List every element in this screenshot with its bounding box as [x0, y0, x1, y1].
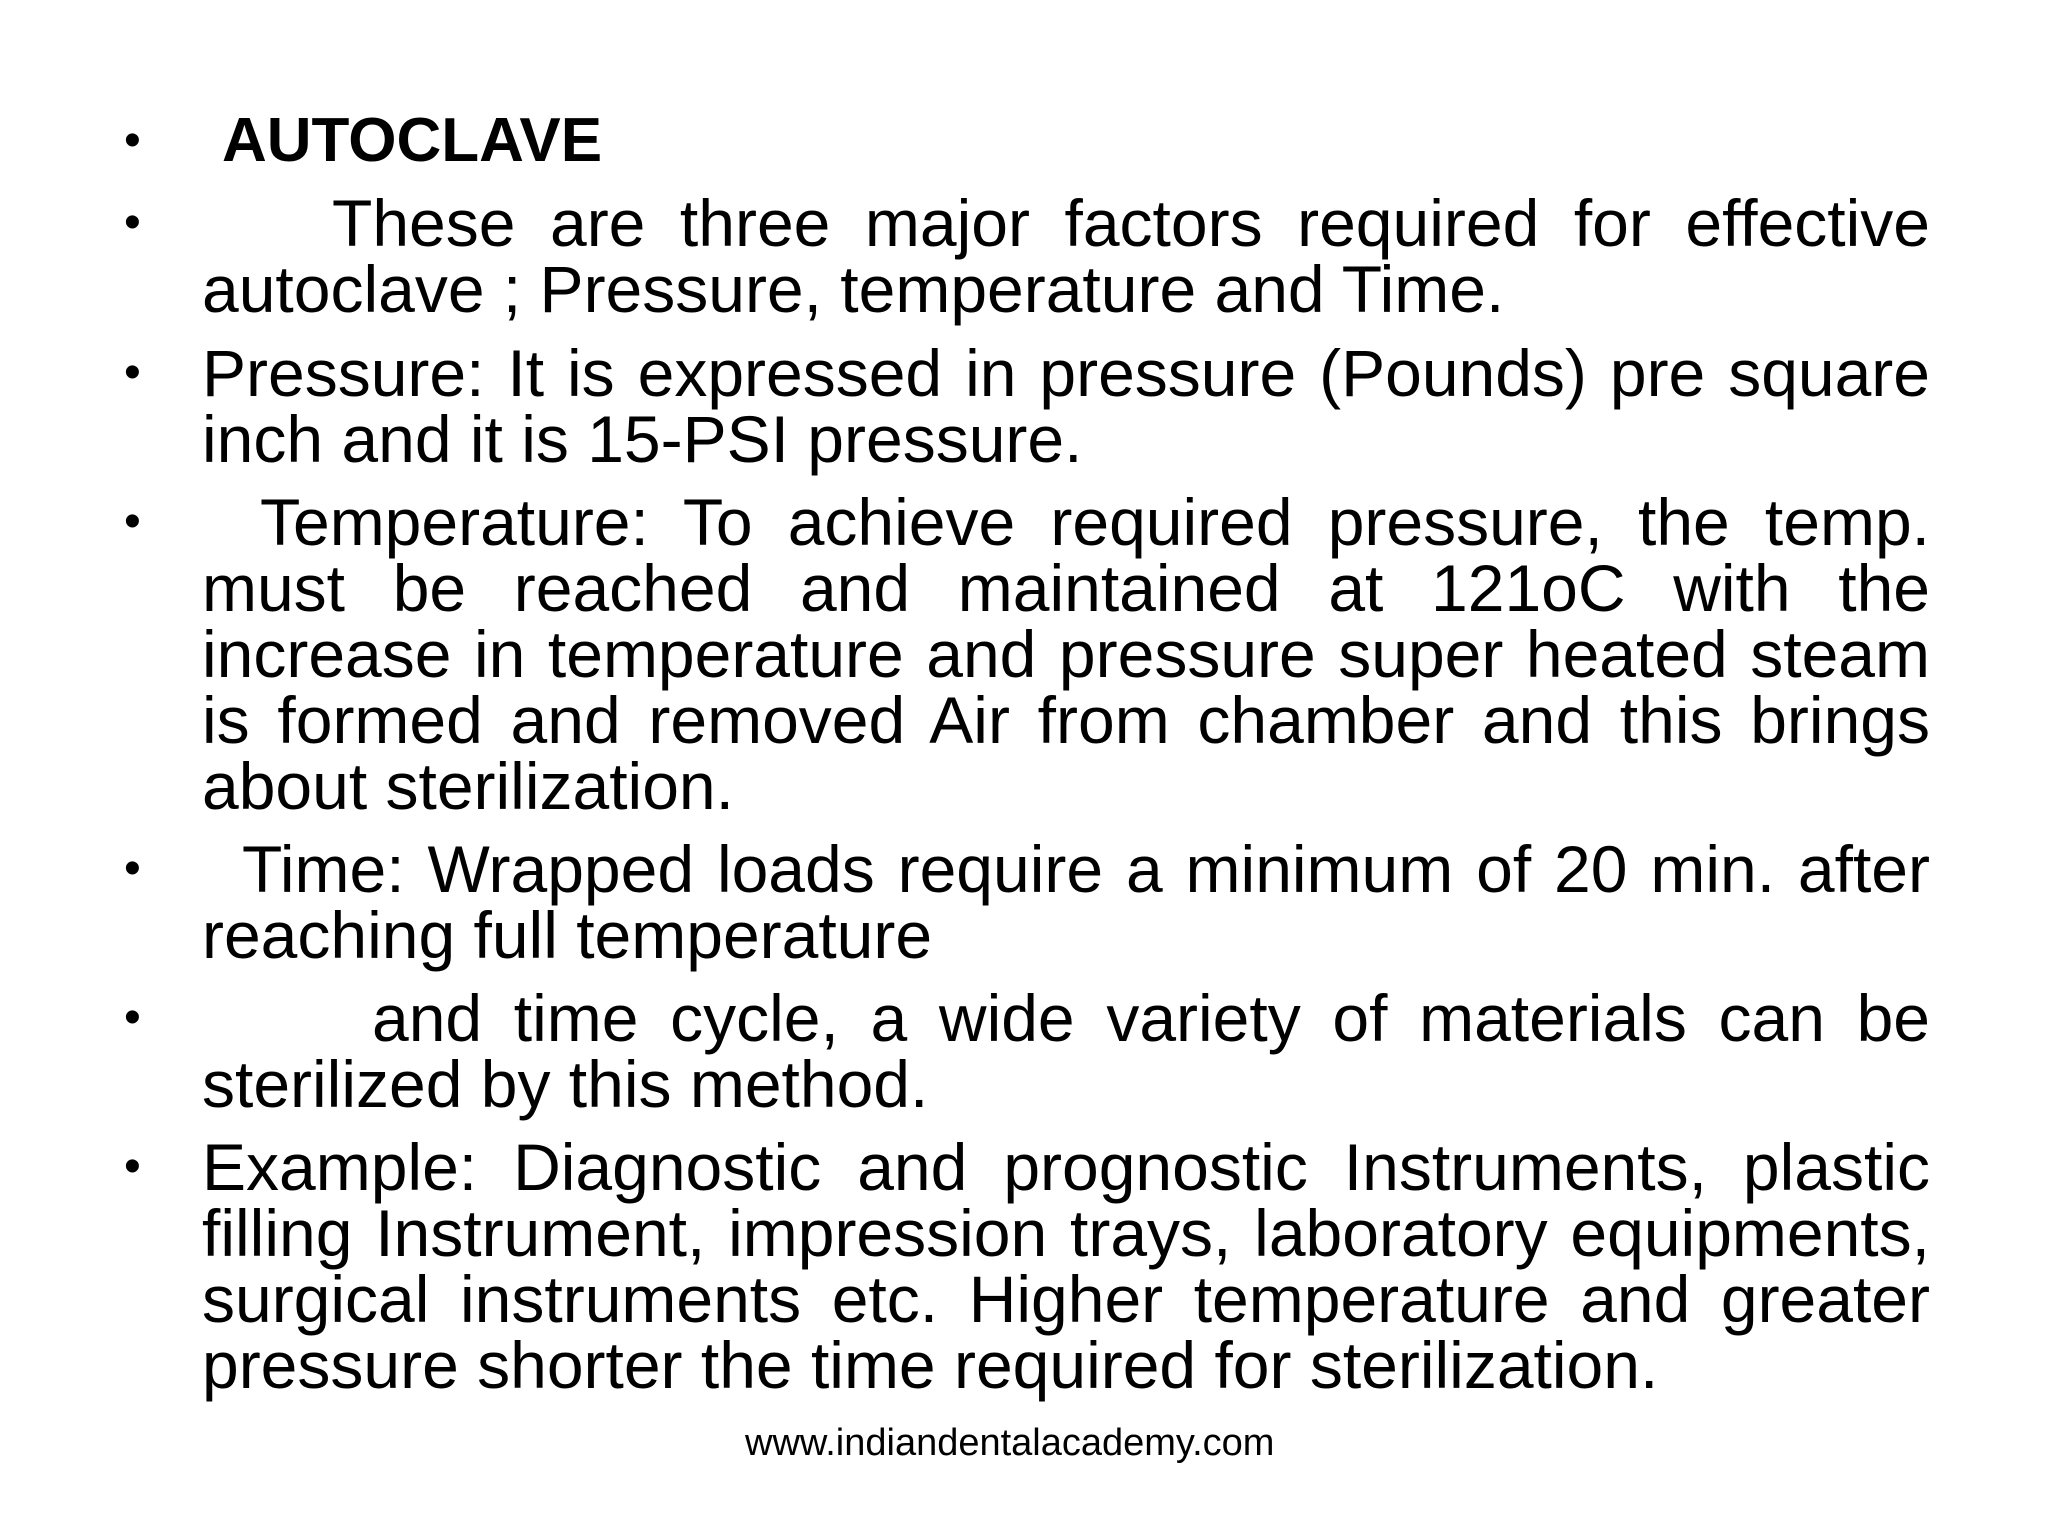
bullet-text: Temperature: To achieve required pressure, the temp. must be reached and maintained at 121oC with the increase in temperature and pressure super heated steam is formed and removed Air from chamber and this brings about sterilization.	[202, 485, 1930, 823]
bullet-dot: •	[124, 1140, 141, 1193]
bullet-text: Time: Wrapped loads require a minimum of 20 min. after reaching full temperature	[202, 832, 1930, 972]
bullet-dot: •	[124, 196, 141, 249]
bullet-text: Example: Diagnostic and prognostic Instruments, plastic filling Instrument, impression trays, laboratory equipments, surgical instruments etc. Higher temperature and greater pressure shorter the time required for sterilization.	[202, 1130, 1930, 1402]
bullet-dot: •	[124, 842, 141, 895]
bullet-dot: •	[124, 114, 141, 167]
bullet-dot: •	[124, 991, 141, 1044]
bullet-dot: •	[124, 495, 141, 548]
bullet-text: and time cycle, a wide variety of materials can be sterilized by this method.	[202, 981, 1930, 1121]
footer-website-url: www.indiandentalacademy.com	[745, 1422, 1275, 1464]
bullet-dot: •	[124, 346, 141, 399]
slide-title: AUTOCLAVE	[222, 106, 603, 175]
bullet-text: These are three major factors required for effective autoclave ; Pressure, temperature and Time.	[202, 186, 1930, 326]
bullet-text: Pressure: It is expressed in pressure (Pounds) pre square inch and it is 15-PSI pressure.	[202, 336, 1930, 476]
